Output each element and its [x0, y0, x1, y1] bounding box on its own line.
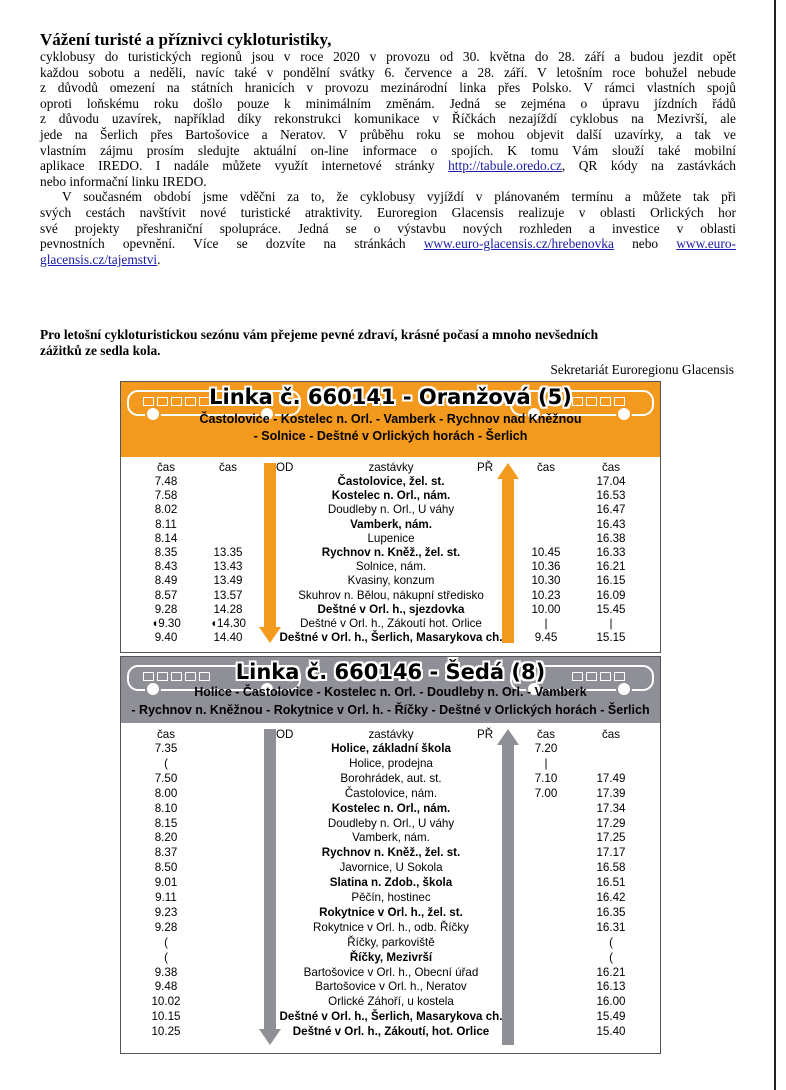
p2-line: [40, 252, 736, 268]
time-cell: 17.25: [596, 831, 626, 845]
time-cell: 7.00: [534, 786, 558, 800]
table-row: [121, 891, 660, 906]
stop-name: Orlické Záhoří, u kostela: [328, 995, 454, 1009]
stop-name: Solnice, nám.: [355, 560, 427, 574]
time-cell: 13.43: [213, 560, 243, 574]
table-header: [121, 461, 660, 476]
time-cell: 10.45: [531, 546, 561, 559]
time-cell: 8.49: [154, 574, 178, 588]
route-line: - Solnice - Deštné v Orlických horách - Šerlich: [253, 429, 528, 443]
table-row: [121, 980, 660, 995]
table-row: [121, 951, 660, 966]
stop-name: Holice, prodejna: [349, 756, 433, 770]
tajemstvi-link-part1[interactable]: www.euro-: [676, 236, 736, 252]
time-cell: 8.14: [154, 531, 178, 545]
time-cell: 16.21: [596, 560, 626, 574]
time-cell: 16.47: [596, 503, 626, 517]
stop-name: Deštné v Orl. h., Šerlich, Masarykova ch.: [279, 631, 503, 645]
table-row: [121, 995, 660, 1010]
time-cell: 16.43: [596, 517, 626, 531]
time-cell: 16.51: [596, 876, 626, 890]
route-line: Holice - Častolovice - Kostelec n. Orl. - Doudleby n. Orl. - Vamberk: [194, 685, 587, 699]
table-row: [121, 532, 660, 547]
line-title: Linka č. 660141 - Oranžová (5): [209, 385, 572, 409]
table-row: [121, 817, 660, 832]
time-cell: (: [164, 935, 168, 949]
col-header: čas: [536, 461, 556, 474]
p1-line: z důvodu uzavírek, například díky rekonstrukci komunikace v Říčkách nezajíždí cyklobus na Mezivrší, ale: [40, 111, 736, 127]
time-cell: 10.00: [531, 602, 561, 616]
stop-name: Javornice, U Sokola: [339, 861, 443, 875]
col-header: čas: [156, 461, 176, 474]
p2-line: [40, 236, 736, 252]
p1-line: vlastním zájmu prosím sledujte aktuální on-line informace o spojích. K tomu Vám slouží také mobilní: [40, 142, 736, 158]
time-cell: 9.23: [154, 905, 178, 919]
table-header: [121, 728, 660, 743]
time-cell: 14.40: [213, 631, 243, 645]
table-row: [121, 936, 660, 951]
time-cell: 14.28: [213, 602, 243, 616]
time-cell: 15.15: [596, 631, 626, 645]
stop-name: Kostelec n. Orl., nám.: [331, 489, 451, 503]
table-row: [121, 489, 660, 504]
closing-line: Pro letošní cykloturistickou sezónu vám přejeme pevné zdraví, krásné počasí a mnoho nevšedních: [40, 327, 599, 342]
route-line: - Rychnov n. Kněžnou - Rokytnice v Orl. h. - Říčky - Deštné v Orlických horách - Šerlich: [131, 703, 650, 717]
time-cell: |: [544, 756, 548, 770]
stop-name: Deštné v Orl. h., sjezdovka: [317, 602, 465, 616]
time-cell: 13.35: [213, 546, 243, 559]
timetable-line-660146: [120, 656, 661, 1054]
table-row: [121, 603, 660, 618]
time-cell: 8.35: [154, 546, 178, 559]
table-row: [121, 772, 660, 787]
p1-line: oproti loňskému roku došlo pouze k minimálním změnám. Jedná se zejména o úpravu jízdních řádů: [40, 95, 736, 111]
table-row: [121, 831, 660, 846]
p1-line: [40, 158, 736, 174]
time-cell: 8.15: [154, 816, 178, 830]
stop-name: Doudleby n. Orl., U váhy: [327, 503, 455, 517]
table-row: [121, 906, 660, 921]
p2-end: .: [157, 251, 161, 267]
p1-line: nebo informační linku IREDO.: [40, 173, 207, 189]
table-row: [121, 802, 660, 817]
time-cell: 9.28: [154, 920, 178, 934]
time-cell: 17.04: [596, 475, 626, 488]
time-cell: 8.02: [154, 503, 178, 517]
col-header: čas: [156, 728, 176, 741]
time-cell: 8.43: [154, 560, 178, 574]
table-row: [121, 742, 660, 757]
time-cell: 10.36: [531, 560, 561, 574]
time-cell: 10.02: [151, 995, 181, 1009]
route-line: Častolovice - Kostelec n. Orl. - Vamberk - Rychnov nad Kněžnou: [199, 412, 582, 426]
signature: Sekretariát Euroregionu Glacensis: [550, 362, 734, 377]
time-cell: 16.21: [596, 965, 626, 979]
table-row: [121, 757, 660, 772]
hrebenovka-link[interactable]: www.euro-glacensis.cz/hrebenovka: [423, 236, 614, 252]
stop-name: Bartošovice v Orl. h., Obecní úřad: [303, 965, 479, 979]
time-cell: 17.17: [596, 846, 626, 860]
time-cell: 8.50: [154, 861, 178, 875]
table-row: [121, 921, 660, 936]
table-row: [121, 574, 660, 589]
table-row: [121, 787, 660, 802]
line-title: Linka č. 660146 - Šedá (8): [235, 660, 546, 684]
stop-name: Rychnov n. Kněž., žel. st.: [321, 546, 461, 559]
time-cell: 7.58: [154, 489, 178, 503]
stop-name: Vamberk, nám.: [350, 517, 432, 531]
stop-name: Bartošovice v Orl. h., Neratov: [315, 980, 467, 994]
time-cell: 10.15: [151, 1010, 181, 1024]
p2-mid: nebo: [613, 236, 677, 252]
stop-name: Rychnov n. Kněž., žel. st.: [321, 846, 461, 860]
time-cell: 16.58: [596, 861, 626, 875]
p1-line: z důvodů omezení na státních hranicích v provozu mezinárodní linka přes Polsko. V rámci vlastních spojů: [40, 80, 736, 96]
time-cell: (: [609, 935, 613, 949]
time-cell: 8.11: [155, 517, 177, 531]
time-cell: 10.23: [531, 588, 561, 602]
col-header: zastávky: [368, 461, 414, 474]
time-cell: 7.35: [154, 742, 178, 755]
stop-name: Borohrádek, aut. st.: [340, 771, 442, 785]
time-cell: 16.00: [596, 995, 626, 1009]
time-cell: 15.40: [596, 1025, 626, 1039]
time-cell: 8.57: [154, 588, 178, 602]
time-cell: (: [164, 756, 168, 770]
stop-name: Častolovice, žel. st.: [337, 475, 445, 488]
stop-name: Říčky, Mezivrší: [349, 950, 433, 964]
p1-line8-text: aplikace IREDO. I nadále můžete využít internetové stránky: [40, 158, 449, 174]
stop-name: Kvasiny, konzum: [347, 574, 435, 588]
time-cell: 7.10: [534, 771, 558, 785]
table-row: [121, 861, 660, 876]
time-cell: 7.20: [534, 742, 558, 755]
time-cell: 9.01: [154, 876, 178, 890]
timetable-body: [121, 723, 660, 1049]
timetable-line-660141: [120, 381, 661, 653]
time-cell: 8.00: [154, 786, 178, 800]
time-cell: 9.48: [154, 980, 178, 994]
time-cell: 9.28: [154, 602, 178, 616]
stop-name: Deštné v Orl. h., Šerlich, Masarykova ch.: [279, 1010, 503, 1024]
col-header: čas: [536, 728, 556, 741]
p2-line: svých cestách navštívit nové turistické atraktivity. Euroregion Glacensis realizuje v oblasti Orlických hor: [40, 204, 736, 220]
time-cell: 9.40: [154, 631, 178, 645]
table-row: [121, 1025, 660, 1040]
line-header-grey: [121, 657, 660, 723]
col-header: čas: [601, 728, 621, 741]
time-cell: (: [164, 950, 168, 964]
closing-line: zážitků ze sedla kola.: [40, 343, 161, 358]
time-cell: 7.48: [154, 475, 178, 488]
time-cell: 16.31: [596, 920, 626, 934]
time-cell: 13.49: [213, 574, 243, 588]
col-header: PŘ: [477, 461, 494, 474]
time-cell: 16.35: [596, 905, 626, 919]
p1-line: cyklobusy do turistických regionů jsou v roce 2020 v provozu od 30. května do 28. září a budou jezdit opět: [40, 49, 736, 64]
stop-name: Holice, základní škola: [331, 742, 451, 755]
stop-name: Vamberk, nám.: [352, 831, 430, 845]
time-cell: 16.42: [596, 891, 626, 904]
table-row: [121, 546, 660, 561]
time-cell: 10.25: [151, 1025, 181, 1039]
time-cell: 16.38: [596, 531, 626, 545]
time-cell: ◖14.30: [209, 617, 246, 630]
p2-line: V současném období jsme vděčni za to, že cyklobusy vyjíždí v plánovaném termínu a můžete tak při: [62, 189, 736, 205]
table-row: [121, 631, 660, 646]
tabule-link[interactable]: http://tabule.oredo.cz: [448, 158, 562, 174]
line-header-orange: [121, 382, 660, 457]
stop-name: Doudleby n. Orl., U váhy: [327, 816, 455, 830]
col-header: čas: [218, 461, 238, 474]
time-cell: 15.45: [596, 602, 626, 616]
time-cell: |: [544, 617, 548, 630]
stop-name: Rokytnice v Orl. h., odb. Říčky: [313, 920, 469, 934]
table-row: [121, 966, 660, 981]
table-row: [121, 589, 660, 604]
stop-name: Deštné v Orl. h., Zákoutí, hot. Orlice: [292, 1025, 490, 1039]
time-cell: 17.39: [596, 786, 626, 800]
time-cell: 17.34: [596, 801, 626, 815]
time-cell: 16.13: [596, 980, 626, 994]
tajemstvi-link-part2[interactable]: glacensis.cz/tajemstvi: [40, 251, 158, 267]
time-cell: 16.15: [596, 574, 626, 588]
table-row: [121, 617, 660, 632]
stop-name: Kostelec n. Orl., nám.: [331, 801, 451, 815]
stop-name: Lupenice: [367, 531, 415, 545]
time-cell: ◖9.30: [151, 617, 181, 630]
stop-name: Říčky, parkoviště: [347, 935, 435, 949]
timetable-body: [121, 457, 660, 647]
stop-name: Častolovice, nám.: [344, 786, 438, 800]
stop-name: Pěčín, hostinec: [351, 891, 431, 904]
table-row: [121, 876, 660, 891]
time-cell: 16.53: [596, 489, 626, 503]
table-row: [121, 475, 660, 490]
time-cell: 9.38: [154, 965, 178, 979]
time-cell: 8.20: [154, 831, 178, 845]
page-right-border: [774, 0, 776, 1090]
p1-line: jede na Šerlich přes Bartošovice a Neratov. V průběhu roku se mohou objevit další uzavírky, a tak ve: [40, 126, 736, 142]
table-row: [121, 518, 660, 533]
stop-name: Rokytnice v Orl. h., žel. st.: [319, 905, 463, 919]
stop-name: Skuhrov n. Bělou, nákupní středisko: [298, 588, 484, 602]
stop-name: Slatina n. Zdob., škola: [329, 876, 453, 890]
col-header: OD: [276, 461, 294, 474]
table-row: [121, 503, 660, 518]
p2-line: své projekty přeshraniční spolupráce. Jedná se o výstavbu nových rozhleden a investice v oblasti: [40, 220, 736, 236]
p2-line4-text: pevnostních opevnění. Více se dozvíte na stránkách: [40, 236, 424, 252]
col-header: zastávky: [368, 728, 414, 741]
time-cell: 15.49: [596, 1010, 626, 1024]
time-cell: 7.50: [154, 771, 178, 785]
table-row: [121, 1010, 660, 1025]
time-cell: 9.11: [155, 891, 177, 904]
time-cell: 8.37: [154, 846, 178, 860]
p1-line8-end: , QR kódy na zastávkách: [561, 158, 736, 174]
col-header: čas: [601, 461, 621, 474]
time-cell: 17.49: [596, 771, 626, 785]
letter-title: Vážení turisté a příznivci cykloturistiky,: [40, 30, 332, 49]
table-row: [121, 846, 660, 861]
time-cell: 8.10: [154, 801, 178, 815]
paragraph-1: [40, 49, 736, 267]
time-cell: |: [609, 617, 613, 630]
p1-line: každou sobotu a neděli, navíc také v pondělní svátky 6. července a 28. září. V letošním roce bohužel nebude: [40, 64, 736, 80]
col-header: PŘ: [477, 728, 494, 741]
col-header: OD: [276, 728, 294, 741]
time-cell: 9.45: [534, 631, 558, 645]
stop-name: Deštné v Orl. h., Zákoutí hot. Orlice: [300, 617, 482, 630]
time-cell: 17.29: [596, 816, 626, 830]
time-cell: 13.57: [213, 588, 243, 602]
time-cell: 16.09: [596, 588, 626, 602]
table-row: [121, 560, 660, 575]
closing-wishes: [40, 327, 736, 359]
time-cell: 16.33: [596, 546, 626, 559]
time-cell: 10.30: [531, 574, 561, 588]
time-cell: (: [609, 950, 613, 964]
